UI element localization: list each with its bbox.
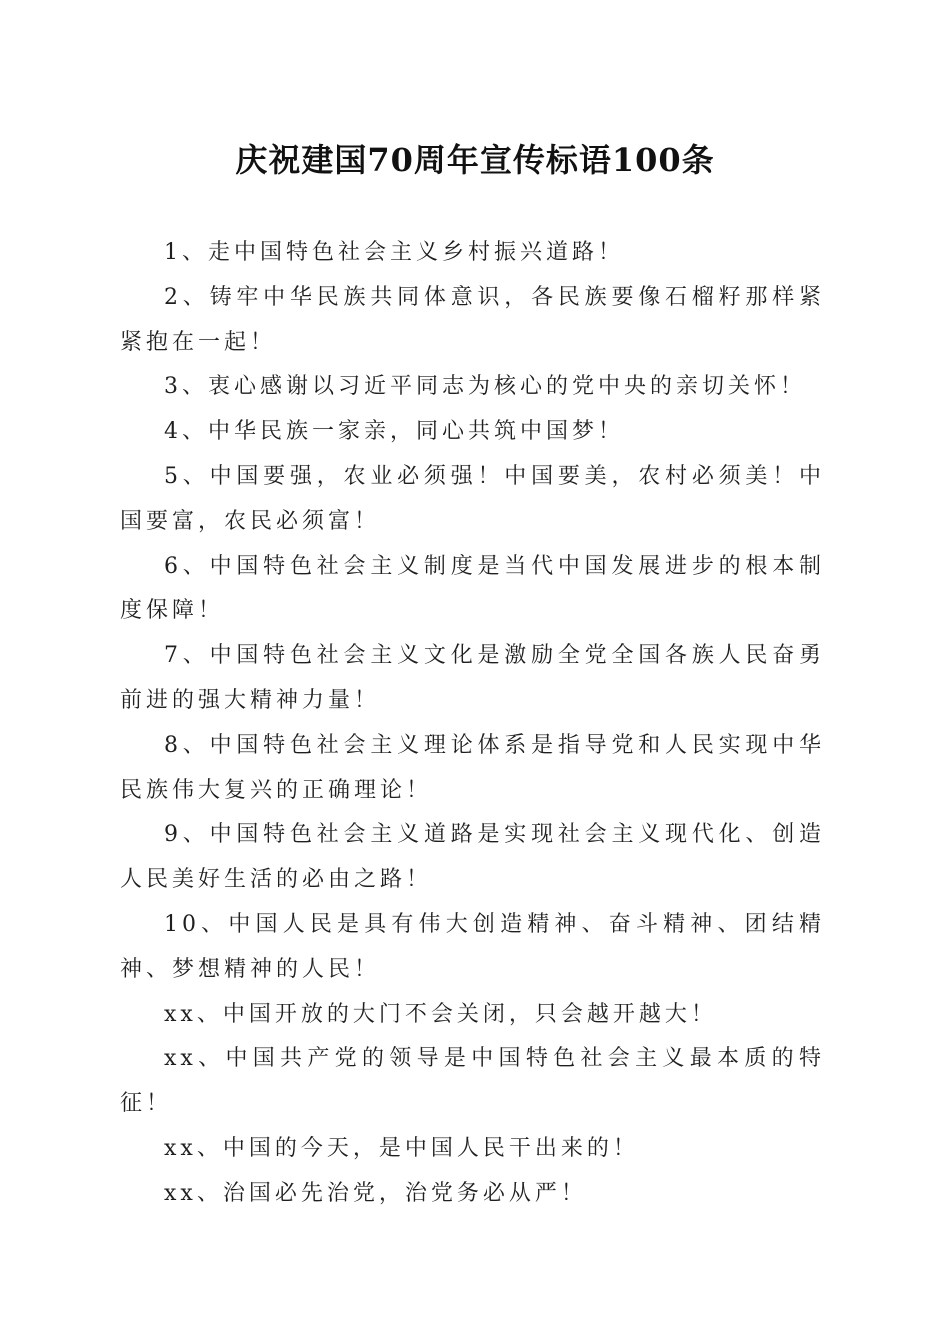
slogan-item: 7、中国特色社会主义文化是激励全党全国各族人民奋勇前进的强大精神力量！ <box>120 643 825 713</box>
slogan-item: xx、中国的今天，是中国人民干出来的！ <box>164 1135 639 1161</box>
slogan-item: 5、中国要强，农业必须强！中国要美，农村必须美！中国要富，农民必须富！ <box>120 463 825 534</box>
slogan-item: 6、中国特色社会主义制度是当代中国发展进步的根本制度保障！ <box>120 553 825 624</box>
document-title: 庆祝建国70周年宣传标语100条 <box>235 141 715 179</box>
slogan-item: 10、中国人民是具有伟大创造精神、奋斗精神、团结精神、梦想精神的人民！ <box>120 911 825 982</box>
slogan-item: xx、治国必先治党，治党务必从严！ <box>164 1180 587 1206</box>
slogan-item: 4、中华民族一家亲，同心共筑中国梦！ <box>164 419 624 445</box>
slogan-item: 8、中国特色社会主义理论体系是指导党和人民实现中华民族伟大复兴的正确理论！ <box>120 732 825 803</box>
slogan-item: 1、走中国特色社会主义乡村振兴道路！ <box>164 240 624 265</box>
slogan-list <box>120 231 825 1217</box>
slogan-item: 9、中国特色社会主义道路是实现社会主义现代化、创造人民美好生活的必由之路！ <box>120 822 825 893</box>
slogan-item: xx、中国开放的大门不会关闭，只会越开越大！ <box>164 1001 717 1027</box>
slogan-item: 3、衷心感谢以习近平同志为核心的党中央的亲切关怀！ <box>164 374 806 400</box>
slogan-item: 2、铸牢中华民族共同体意识，各民族要像石榴籽那样紧紧抱在一起！ <box>120 284 825 355</box>
slogan-item: xx、中国共产党的领导是中国特色社会主义最本质的特征！ <box>120 1046 825 1117</box>
